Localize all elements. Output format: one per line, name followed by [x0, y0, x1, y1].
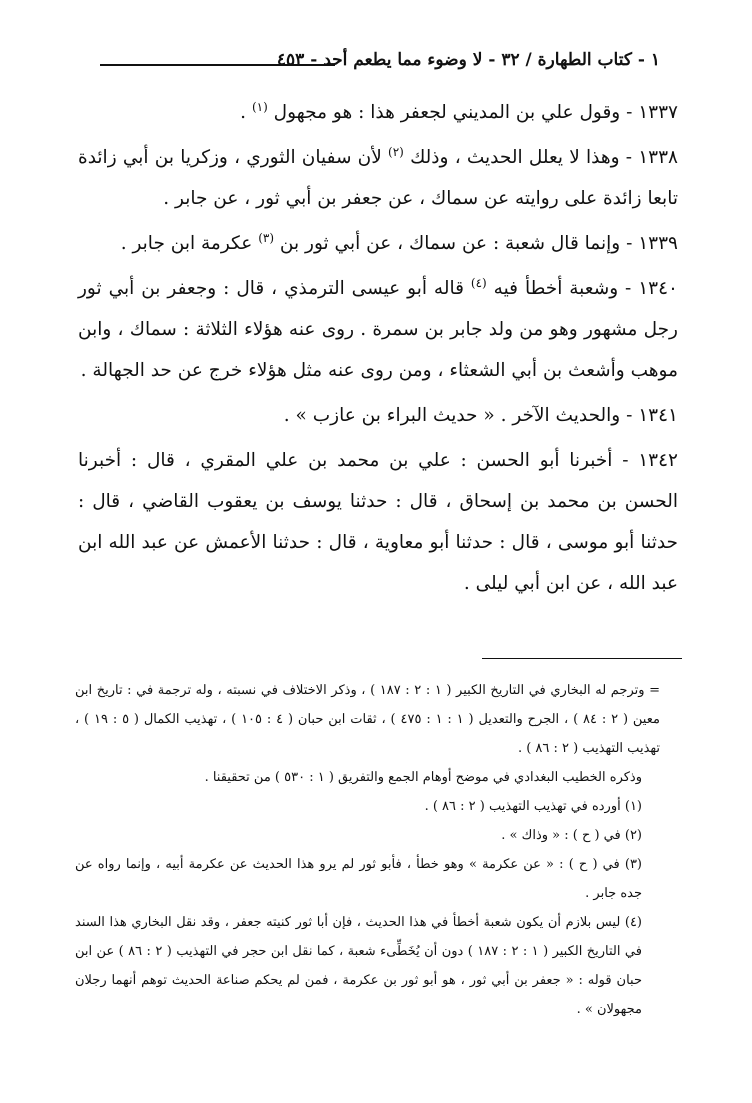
- footnote-ref: (٣): [258, 230, 275, 245]
- paragraph-1341: [78, 395, 678, 436]
- paragraph-tail: عكرمة ابن جابر .: [120, 233, 259, 254]
- header-rule: [100, 64, 335, 66]
- paragraph-1342: [78, 440, 678, 604]
- paragraph-tail: .: [240, 102, 252, 123]
- footnote-ref: (٢): [388, 144, 404, 159]
- footnote-4: (٤) ليس بلازم أن يكون شعبة أخطأ في هذا الحديث ، فإن أبا ثور كنيته جعفر ، وقد نقل البخاري هذا السند في التاريخ الكبير ( ١ : ٢ : ١٨٧ ) دون أن يُخَطِّىء شعبة ، كما نقل ابن حجر في التهذيب ( ٢ : ٨٦ ) عن ابن حبان قوله : « جعفر بن أبي ثور ، هو أبو ثور بن عكرمة ، فمن لم يحكم صناعة الحديث توهم أنهما رجلان مجهولان » .: [75, 915, 642, 1017]
- paragraph-text: ١٣٣٩ - وإنما قال شعبة : عن سماك ، عن أبي ثور بن: [279, 233, 678, 254]
- paragraph-tail: قاله أبو عيسى الترمذي ، قال : وجعفر بن أبي ثور رجل مشهور وهو من ولد جابر بن سمرة . روى عنه هؤلاء الثلاثة : سماك ، وابن موهب وأشعث بن أبي الشعثاء ، ومن روى عنه مثل هؤلاء خرج عن حد الجهالة .: [78, 278, 678, 381]
- paragraph-1339: [78, 223, 678, 264]
- footnote-ref: (١): [251, 99, 268, 114]
- paragraph-1337: [78, 92, 678, 133]
- footnote-2: (٢) في ( ح ) : « وذاك » .: [501, 828, 642, 843]
- footnote-continued: = وترجم له البخاري في التاريخ الكبير ( ١ : ٢ : ١٨٧ ) ، وذكر الاختلاف في نسبته ، وله ترجمة في : تاريخ ابن معين ( ٢ : ٨٤ ) ، الجرح والتعديل ( ١ : ١ : ٤٧٥ ) ، ثقات ابن حبان ( ٤ : ١٠٥ ) ، تهذيب الكمال ( ٥ : ١٩ ) ، تهذيب التهذيب ( ٢ : ٨٦ ) .: [75, 683, 660, 756]
- footnote-3: (٣) في ( ح ) : « عن عكرمة » وهو خطأ ، فأبو ثور لم يرو هذا الحديث عن عكرمة أبيه ، وإنما رواه عن جده جابر .: [75, 857, 642, 901]
- main-text: [78, 92, 678, 608]
- footnote-ref: (٤): [470, 275, 487, 290]
- running-title: ١ - كتاب الطهارة / ٣٢ - لا وضوء مما يطعم أحد - ٤٥٣: [276, 50, 660, 70]
- paragraph-text: ١٣٤٢ - أخبرنا أبو الحسن : علي بن محمد بن علي المقري ، قال : أخبرنا الحسن بن محمد بن إسحاق ، قال : حدثنا يوسف بن يعقوب القاضي ، قال : حدثنا أبو موسى ، قال : حدثنا أبو معاوية ، قال : حدثنا الأعمش عن عبد الله ابن عبد الله ، عن ابن أبي ليلى .: [78, 450, 678, 594]
- paragraph-tail: لأن سفيان الثوري ، وزكريا بن أبي زائدة تابعا زائدة على روايته عن سماك ، عن جعفر بن أبي ثور ، عن جابر .: [78, 147, 678, 209]
- paragraph-1338: [78, 137, 678, 219]
- footnote-khatib: وذكره الخطيب البغدادي في موضح أوهام الجمع والتفريق ( ١ : ٥٣٠ ) من تحقيقنا .: [204, 770, 642, 785]
- paragraph-text: ١٣٣٧ - وقول علي بن المديني لجعفر هذا : هو مجهول: [273, 102, 678, 123]
- footnote-divider: [482, 658, 682, 659]
- footnote-1: (١) أورده في تهذيب التهذيب ( ٢ : ٨٦ ) .: [424, 799, 642, 814]
- paragraph-text: ١٣٤٠ - وشعبة أخطأ فيه: [493, 278, 678, 299]
- paragraph-text: ١٣٤١ - والحديث الآخر . « حديث البراء بن عازب » .: [283, 405, 678, 426]
- footnotes: [75, 676, 660, 1024]
- paragraph-1340: [78, 268, 678, 391]
- paragraph-text: ١٣٣٨ - وهذا لا يعلل الحديث ، وذلك: [410, 147, 678, 168]
- page-header: [100, 50, 660, 80]
